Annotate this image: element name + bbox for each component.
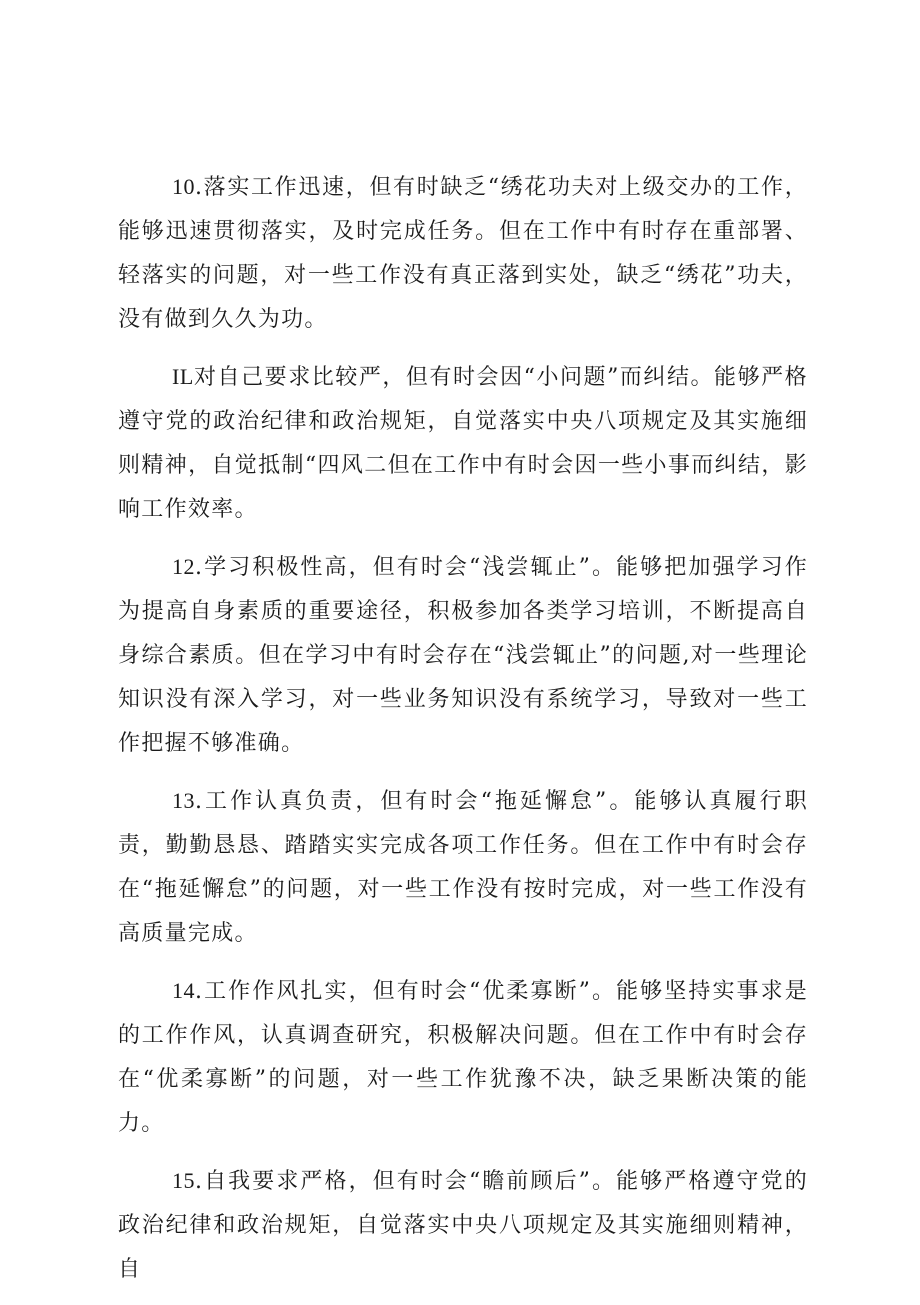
paragraph-text: .工作认真负责，但有时会“拖延懈怠”。能够认真履行职责，勤勤恳恳、踏踏实实完成各项工作任务。但在工作中有时会存在“拖延懈怠”的问题，对一些工作没有按时完成，对一些工作没有高质量完成。 [118,789,808,946]
paragraph-14 [118,969,808,1146]
paragraph-number: 10 [172,174,195,199]
paragraph-10 [118,165,808,342]
paragraph-11 [118,355,808,532]
paragraph-number: 15 [172,1168,195,1193]
paragraph-number: IL [172,364,194,389]
document-body [118,165,808,1305]
paragraph-text: .自我要求严格，但有时会“瞻前顾后”。能够严格遵守党的政治纪律和政治规矩，自觉落实中央八项规定及其实施细则精神，自 [118,1169,808,1282]
paragraph-number: 14 [172,978,195,1003]
paragraph-number: 13 [172,788,195,813]
paragraph-text: .落实工作迅速，但有时缺乏“绣花功夫对上级交办的工作，能够迅速贯彻落实，及时完成任务。但在工作中有时存在重部署、轻落实的问题，对一些工作没有真正落到实处，缺乏“绣花”功夫，没有做到久久为功。 [118,175,808,332]
paragraph-15 [118,1159,808,1292]
paragraph-text: .工作作风扎实，但有时会“优柔寡断”。能够坚持实事求是的工作作风，认真调查研究，积极解决问题。但在工作中有时会存在“优柔寡断”的问题，对一些工作犹豫不决，缺乏果断决策的能力。 [118,979,808,1136]
paragraph-text: 对自己要求比较严，但有时会因“小问题”而纠结。能够严格遵守党的政治纪律和政治规矩，自觉落实中央八项规定及其实施细则精神，自觉抵制“四风二但在工作中有时会因一些小事而纠结，影响工作效率。 [118,365,808,522]
paragraph-number: 12 [172,554,195,579]
paragraph-text: .学习积极性高，但有时会“浅尝辄止”。能够把加强学习作为提高自身素质的重要途径，积极参加各类学习培训，不断提高自身综合素质。但在学习中有时会存在“浅尝辄止”的问题,对一些理论知识没有深入学习，对一些业务知识没有系统学习，导致对一些工作把握不够准确。 [118,555,808,756]
paragraph-12 [118,545,808,766]
paragraph-13 [118,779,808,956]
